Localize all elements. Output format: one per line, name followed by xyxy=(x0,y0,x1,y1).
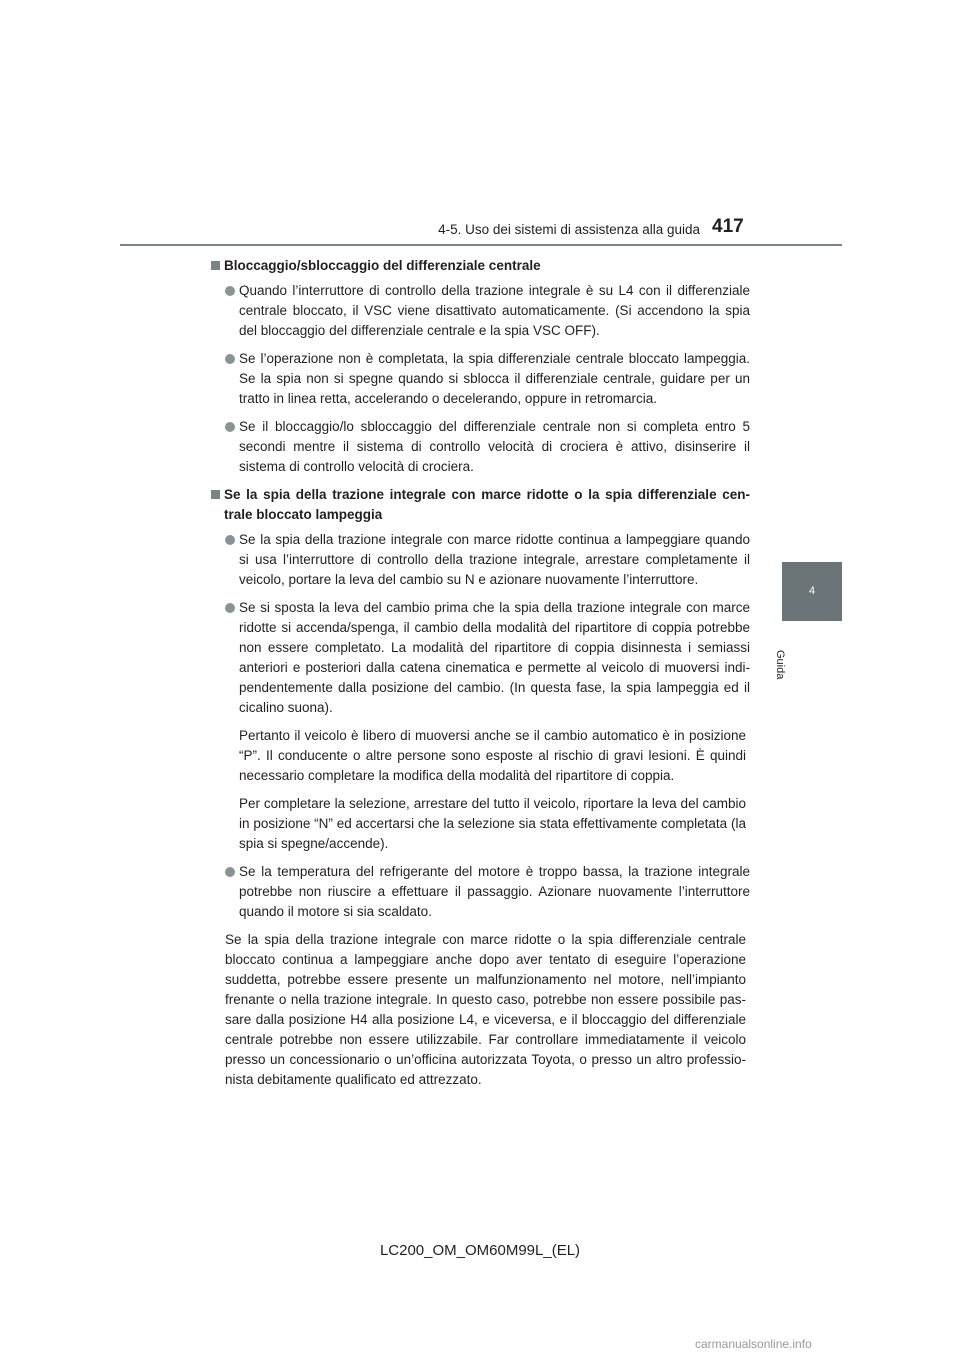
section-title: 4-5. Uso dei sistemi di assistenza alla guida xyxy=(438,222,700,237)
circle-bullet-icon xyxy=(225,603,235,613)
circle-bullet-icon xyxy=(225,422,235,432)
document-code: LC200_OM_OM60M99L_(EL) xyxy=(379,1242,581,1259)
bullet-text: Se si sposta la leva del cambio prima che la spia della trazione integrale con marce ridotte si accenda/spenga, il cambio della modalità del ripartitore di coppia potrebbe non essere completato. La modalità del ripartitore di coppia disinnesta i semiassi anteriori e posteriori dalla catena cinematica e permette al veicolo di muoversi indi-pendentemente dalla posizione del cambio. (In questa fase, la spia lampeggia ed il cicalino suona). xyxy=(239,600,750,715)
bullet-text: Se la spia della trazione integrale con marce ridotte continua a lampeggiare quando si usa l’interruttore di controllo della trazione integrale, arrestare completamente il veicolo, portare la leva del cambio su N e azionare nuovamente l’interruttore. xyxy=(239,532,750,587)
bullet-text: Se il bloccaggio/lo sbloccaggio del differenziale centrale non si completa entro 5 secondi mentre il sistema di controllo velocità di crociera è attivo, disinserire il sistema di controllo velocità di crociera. xyxy=(239,419,750,474)
note-paragraph: Se la spia della trazione integrale con marce ridotte o la spia differenziale centrale bloccato continua a lampeggiare anche dopo aver tentato di eseguire l’operazione suddetta, potrebbe essere presente un malfunzionamento nel motore, nell’impianto frenante o nella trazione integrale. In questo caso, potrebbe non essere possibile pas-sare dalla posizione H4 alla posizione L4, e viceversa, e il bloccaggio del differenziale centrale potrebbe non essere utilizzabile. Far controllare immediatamente il veicolo presso un concessionario o un’officina autorizzata Toyota, o presso un altro professio-nista debitamente qualificato ed attrezzato. xyxy=(225,932,746,1087)
circle-bullet-icon xyxy=(225,535,235,545)
continuation-paragraph: Pertanto il veicolo è libero di muoversi anche se il cambio automatico è in posizione “P”. Il conducente o altre persone sono esposte al rischio di gravi lesioni. È quindi necessario completare la modifica della modalità del ripartitore di coppia. xyxy=(239,728,746,783)
section-heading xyxy=(210,256,750,276)
section-heading-text: Bloccaggio/sbloccaggio del differenziale centrale xyxy=(224,258,541,273)
page-number: 417 xyxy=(712,216,744,237)
bullet-item xyxy=(210,349,750,409)
bullet-text: Se la temperatura del refrigerante del motore è troppo bassa, la trazione integrale potrebbe non riuscire a effettuare il passaggio. Azionare nuovamente l’interruttore quando il motore si sia scaldato. xyxy=(239,864,750,919)
continuation-paragraph: Per completare la selezione, arrestare del tutto il veicolo, riportare la leva del cambio in posizione “N” ed accertarsi che la selezione sia stata effettivamente completata (la spia si spegne/accende). xyxy=(239,796,746,851)
section-heading-text: Se la spia della trazione integrale con marce ridotte o la spia differenziale cen-trale bloccato lampeggia xyxy=(224,487,750,522)
chapter-tab xyxy=(782,562,842,621)
watermark: carmanualsonline.info xyxy=(695,1337,812,1351)
bullet-item xyxy=(210,281,750,341)
chapter-label: Guida xyxy=(774,650,786,680)
chapter-label-wrapper xyxy=(774,650,810,690)
bullet-item xyxy=(210,862,750,922)
bullet-text: Quando l’interruttore di controllo della trazione integrale è su L4 con il differenziale centrale bloccato, il VSC viene disattivato automaticamente. (Si accendono la spia del bloccaggio del differenziale centrale e la spia VSC OFF). xyxy=(239,283,750,338)
circle-bullet-icon xyxy=(225,286,235,296)
page-content xyxy=(210,256,750,1090)
header-divider xyxy=(120,244,842,246)
bullet-item xyxy=(210,598,750,718)
section-heading xyxy=(210,485,750,525)
bullet-text: Se l’operazione non è completata, la spia differenziale centrale bloccato lampeggia. Se la spia non si spegne quando si sblocca il differenziale centrale, guidare per un tratto in linea retta, accelerando o decelerando, oppure in retromarcia. xyxy=(239,351,750,406)
square-bullet-icon xyxy=(211,490,220,499)
circle-bullet-icon xyxy=(225,354,235,364)
bullet-item xyxy=(210,417,750,477)
square-bullet-icon xyxy=(211,261,220,270)
circle-bullet-icon xyxy=(225,867,235,877)
chapter-number: 4 xyxy=(808,585,816,597)
bullet-item xyxy=(210,530,750,590)
